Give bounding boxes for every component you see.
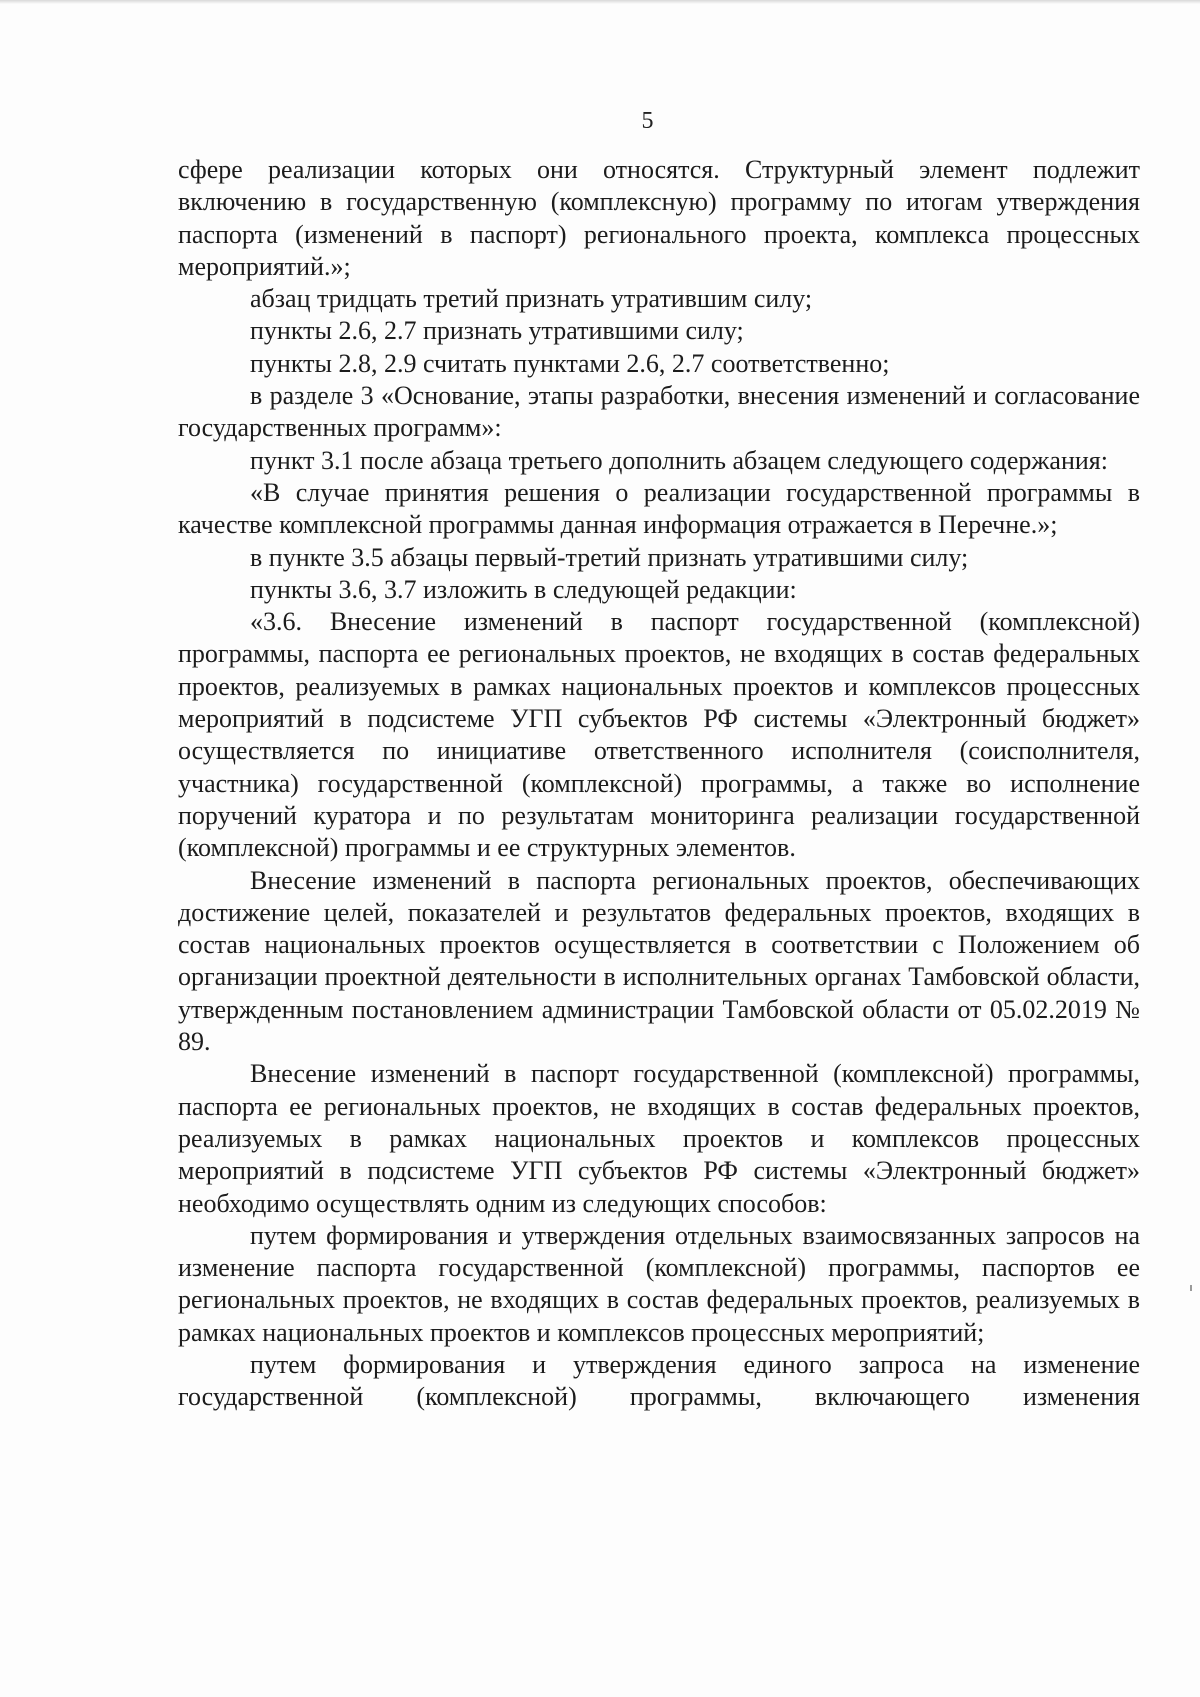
scan-edge bbox=[0, 0, 1200, 4]
paragraph-4: пункты 2.8, 2.9 считать пунктами 2.6, 2.7 соответственно; bbox=[250, 348, 890, 378]
paragraph-5: в разделе 3 «Основание, этапы разработки, внесения изменений и согласование государственных программ»: bbox=[178, 381, 1140, 443]
paragraph-9: пункты 3.6, 3.7 изложить в следующей редакции: bbox=[250, 574, 797, 604]
paragraph-1: сфере реализации которых они относятся. Структурный элемент подлежит включению в государственную (комплексную) программу по итогам утверждения паспорта (изменений в паспорт) регионального проекта, комплекса процессных мероприятий.»; bbox=[178, 155, 1140, 281]
page-number: 5 bbox=[641, 108, 654, 134]
document-body bbox=[178, 154, 1140, 1414]
paragraph-2: абзац тридцать третий признать утратившим силу; bbox=[250, 284, 813, 314]
paragraph-3: пункты 2.6, 2.7 признать утратившими силу; bbox=[250, 316, 744, 346]
paragraph-12: Внесение изменений в паспорт государственной (комплексной) программы, паспорта ее региональных проектов, не входящих в состав федеральных проектов, реализуемых в рамках национальных проектов и комплексов процессных мероприятий в подсистеме УГП субъектов РФ системы «Электронный бюджет» необходимо осуществлять одним из следующих способов: bbox=[178, 1059, 1140, 1218]
paragraph-13: путем формирования и утверждения отдельных взаимосвязанных запросов на изменение паспорта государственной (комплексной) программы, паспортов ее региональных проектов, не входящих в состав федеральных проектов, реализуемых в рамках национальных проектов и комплексов процессных мероприятий; bbox=[178, 1220, 1140, 1347]
paragraph-8: в пункте 3.5 абзацы первый-третий признать утратившими силу; bbox=[250, 542, 969, 572]
paragraph-14: путем формирования и утверждения единого запроса на изменение государственной (комплексной) программы, включающего изменения bbox=[178, 1349, 1140, 1412]
scan-mark bbox=[1190, 1285, 1192, 1291]
paragraph-7: «В случае принятия решения о реализации государственной программы в качестве комплексной программы данная информация отражается в Перечне.»; bbox=[178, 477, 1140, 540]
paragraph-10: «3.6. Внесение изменений в паспорт государственной (комплексной) программы, паспорта ее региональных проектов, не входящих в состав федеральных проектов, реализуемых в рамках национальных проектов и комплексов процессных мероприятий в подсистеме УГП субъектов РФ системы «Электронный бюджет» осуществляется по инициативе ответственного исполнителя (соисполнителя, участника) государственной (комплексной) программы, а также во исполнение поручений куратора и по результатам мониторинга реализации государственной (комплексной) программы и ее структурных элементов. bbox=[178, 607, 1140, 863]
paragraph-6: пункт 3.1 после абзаца третьего дополнить абзацем следующего содержания: bbox=[250, 445, 1108, 475]
paragraph-11: Внесение изменений в паспорта региональных проектов, обеспечивающих достижение целей, показателей и результатов федеральных проектов, входящих в состав национальных проектов осуществляется в соответствии с Положением об организации проектной деятельности в исполнительных органах Тамбовской области, утвержденным постановлением администрации Тамбовской области от 05.02.2019 № 89. bbox=[178, 865, 1140, 1057]
